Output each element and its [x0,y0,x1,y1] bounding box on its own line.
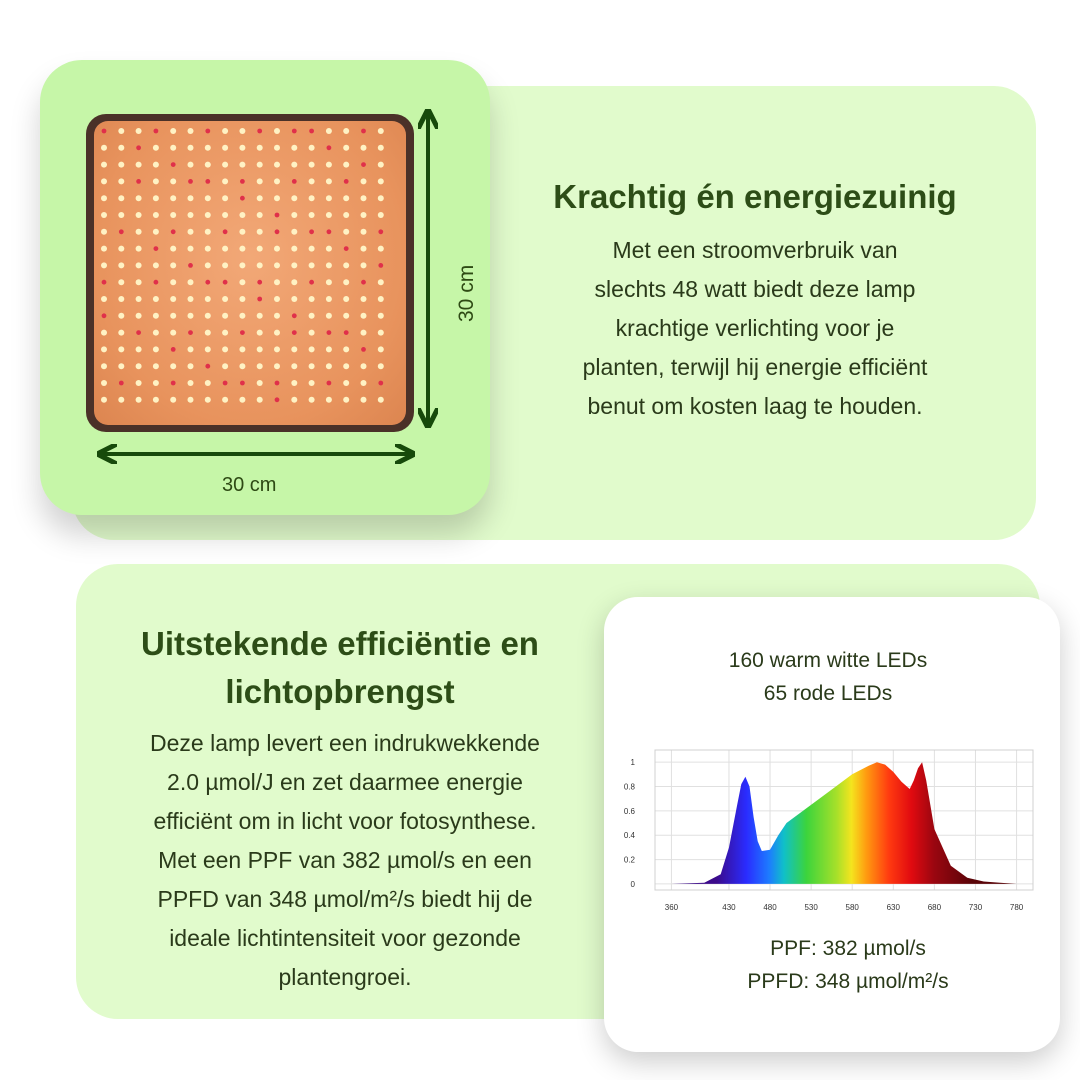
top-body-line: benut om kosten laag te houden. [587,393,923,419]
top-body-line: planten, terwijl hij energie efficiënt [582,354,928,380]
bottom-title-line: Uitstekende efficiëntie en [141,625,539,662]
led-count-line: 65 rode LEDs [763,682,893,705]
ppf-line: PPF: 382 µmol/s [770,937,926,960]
bottom-title-line: lichtopbrengst [225,673,455,710]
height-label: 30 cm [455,264,478,322]
x-tick-label: 680 [927,903,942,912]
x-tick-label: 630 [886,903,900,912]
ppf-stats [624,932,1072,998]
x-tick-label: 480 [763,903,777,912]
top-body-line: krachtige verlichting voor je [615,315,895,341]
ppfd-line: PPFD: 348 µmol/m²/s [747,970,949,993]
top-body-line: Met een stroomverbruik van [612,237,898,263]
top-body [520,231,990,426]
x-tick-label: 780 [1009,903,1024,912]
bottom-body-line: 2.0 µmol/J en zet daarmee energie [167,769,523,795]
top-title: Krachtig én energiezuinig [553,178,957,215]
bottom-body-line: Met een PPF van 382 µmol/s en een [158,847,532,873]
bottom-body-line: efficiënt om in licht voor fotosynthese. [153,808,537,834]
led-count-line: 160 warm witte LEDs [728,649,928,672]
bottom-body-line: ideale lichtintensiteit voor gezonde [169,925,521,951]
y-tick-label: 1 [630,758,635,768]
x-tick-label: 530 [804,903,818,912]
x-tick-label: 580 [845,903,859,912]
top-body-line: slechts 48 watt biedt deze lamp [594,276,916,302]
x-tick-label: 430 [722,903,736,912]
bottom-body-line: PPFD van 348 µmol/m²/s biedt hij de [157,886,533,912]
y-tick-label: 0.8 [623,782,635,792]
width-label: 30 cm [222,474,277,496]
y-tick-label: 0.6 [623,806,635,816]
x-tick-label: 360 [664,903,679,912]
led-count-text [604,644,1052,710]
bottom-title [90,620,590,716]
spectrum-area [671,762,1016,884]
bottom-body [95,724,595,997]
bottom-body-line: plantengroei. [278,964,412,990]
y-tick-label: 0.4 [623,831,635,841]
spectrum-chart [615,740,1045,925]
y-tick-label: 0.2 [623,855,635,865]
x-tick-label: 730 [968,903,983,912]
bottom-body-line: Deze lamp levert een indrukwekkende [150,730,540,756]
y-tick-label: 0 [630,879,635,889]
